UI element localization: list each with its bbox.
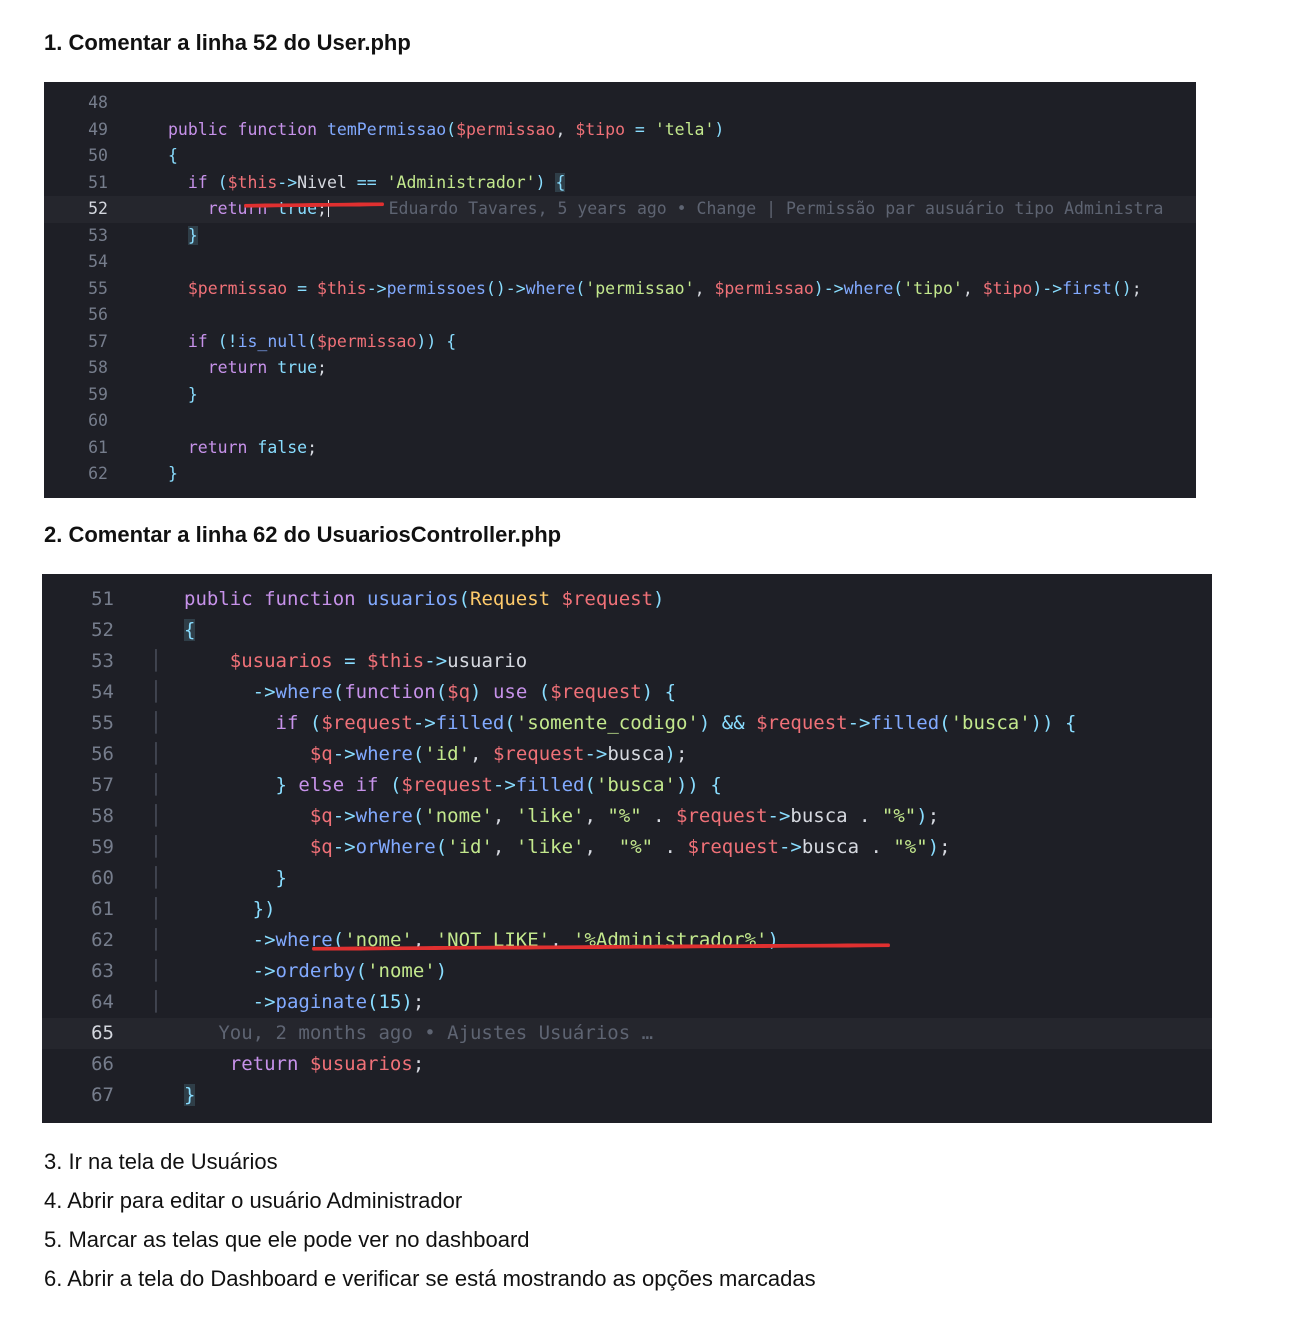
line-content: } (187, 384, 198, 404)
line-number: 58 (88, 358, 108, 378)
code-line (42, 1049, 1212, 1080)
line-content: return true; (207, 358, 327, 378)
code-line (42, 646, 1212, 677)
fold-marker: │ (150, 711, 162, 734)
code-line (42, 708, 1212, 739)
code-line (42, 1080, 1212, 1111)
fold-marker: │ (150, 804, 162, 827)
step-6-text: 6. Abrir a tela do Dashboard e verificar se está mostrando as opções marcadas (44, 1265, 816, 1291)
code-line (42, 956, 1212, 987)
fold-marker: │ (150, 649, 162, 672)
line-number: 52 (91, 618, 114, 641)
code-line (44, 435, 1196, 462)
code-line (42, 863, 1212, 894)
code-line (42, 832, 1212, 863)
code-line (44, 329, 1196, 356)
line-content: }) (252, 897, 276, 920)
code-line (44, 223, 1196, 250)
code-line (44, 461, 1196, 488)
code-line (44, 143, 1196, 170)
line-content: } else if ($request->filled('busca')) { (275, 773, 722, 796)
line-content: } (187, 225, 198, 245)
code-line (44, 408, 1196, 435)
code-line (44, 382, 1196, 409)
step-5-text: 5. Marcar as telas que ele pode ver no dashboard (44, 1226, 530, 1252)
line-number: 50 (88, 146, 108, 166)
line-content (184, 1018, 1212, 1049)
line-content: $q->where('id', $request->busca); (309, 742, 688, 765)
line-number: 59 (91, 835, 114, 858)
line-number: 51 (88, 172, 108, 192)
line-content: } (275, 866, 287, 889)
line-number: 63 (91, 959, 114, 982)
fold-marker: │ (150, 959, 162, 982)
line-number: 67 (91, 1083, 114, 1106)
code-block-usuarios-controller-php (42, 574, 1212, 1123)
code-line (42, 615, 1212, 646)
line-number: 55 (88, 278, 108, 298)
code-line (44, 117, 1196, 144)
line-content: $usuarios = $this->usuario (229, 649, 528, 672)
line-content: $q->where('nome', 'like', "%" . $request->busca . "%"); (309, 804, 940, 827)
git-blame-text: You, 2 months ago • Ajustes Usuários … (218, 1021, 654, 1044)
line-number: 56 (91, 742, 114, 765)
line-number: 59 (88, 384, 108, 404)
code-line-highlighted (44, 196, 1196, 223)
line-number: 53 (91, 649, 114, 672)
line-content: if ($this->Nivel == 'Administrador') { (187, 172, 566, 192)
code-line (42, 677, 1212, 708)
line-content: if ($request->filled('somente_codigo') && $request->filled('busca')) { (275, 711, 1077, 734)
line-number: 62 (88, 464, 108, 484)
line-content: $permissao = $this->permissoes()->where('permissao', $permissao)->where('tipo', $tipo)->first(); (187, 278, 1142, 298)
line-content: ->where('nome', 'NOT LIKE', '%Administrador%') (252, 928, 779, 951)
line-number: 54 (88, 252, 108, 272)
line-content: { (168, 146, 178, 166)
line-content: $q->orWhere('id', 'like', "%" . $request->busca . "%"); (309, 835, 951, 858)
line-number: 64 (91, 990, 114, 1013)
code-line (42, 739, 1212, 770)
line-content: if (!is_null($permissao)) { (187, 331, 457, 351)
step-4-text: 4. Abrir para editar o usuário Administrador (44, 1187, 463, 1213)
line-content: public function temPermissao($permissao, $tipo = 'tela') (168, 119, 725, 139)
line-number: 61 (91, 897, 114, 920)
git-blame-text: Eduardo Tavares, 5 years ago • Change | Permissão par ausuário tipo Administra (388, 199, 1164, 219)
fold-marker: │ (150, 928, 162, 951)
step-1-title: 1. Comentar a linha 52 do User.php (44, 30, 411, 55)
line-content: ->where(function($q) use ($request) { (252, 680, 677, 703)
line-number: 53 (88, 225, 108, 245)
line-number: 54 (91, 680, 114, 703)
code-line (44, 276, 1196, 303)
code-line (44, 249, 1196, 276)
code-line (44, 355, 1196, 382)
fold-marker: │ (150, 897, 162, 920)
line-content: return true; Eduardo Tavares, 5 years ago • Change | Permissão par ausuário tipo Administra (207, 199, 1164, 219)
line-number: 57 (91, 773, 114, 796)
code-line-annotated (42, 925, 1212, 956)
step-3-text: 3. Ir na tela de Usuários (44, 1148, 278, 1174)
fold-marker: │ (150, 742, 162, 765)
code-line (44, 170, 1196, 197)
line-number: 65 (91, 1021, 114, 1044)
line-number: 48 (88, 93, 108, 113)
remaining-steps-list (0, 1123, 1312, 1331)
line-number: 55 (91, 711, 114, 734)
code-line (42, 894, 1212, 925)
line-number: 58 (91, 804, 114, 827)
fold-marker: │ (150, 773, 162, 796)
line-content: ->orderby('nome') (252, 959, 448, 982)
fold-marker: │ (150, 866, 162, 889)
line-content: return false; (187, 437, 318, 457)
step-2-title: 2. Comentar a linha 62 do UsuariosController.php (44, 521, 562, 547)
line-number: 60 (91, 866, 114, 889)
line-number: 49 (88, 119, 108, 139)
code-block-user-php (44, 82, 1196, 498)
line-content: { (184, 618, 196, 641)
line-content: ->paginate(15); (252, 990, 425, 1013)
line-number: 57 (88, 331, 108, 351)
line-number: 56 (88, 305, 108, 325)
line-number: 51 (91, 587, 114, 610)
fold-marker: │ (150, 680, 162, 703)
line-number: 60 (88, 411, 108, 431)
fold-marker: │ (150, 835, 162, 858)
code-line-highlighted (42, 1018, 1212, 1049)
line-content: } (168, 464, 178, 484)
fold-marker: │ (150, 990, 162, 1013)
code-line (44, 302, 1196, 329)
line-number: 61 (88, 437, 108, 457)
line-content: return $usuarios; (229, 1052, 425, 1075)
code-line (42, 987, 1212, 1018)
line-content: } (184, 1083, 196, 1106)
code-line (44, 90, 1196, 117)
line-content: public function usuarios(Request $request) (184, 587, 665, 610)
line-number: 66 (91, 1052, 114, 1075)
line-number: 52 (88, 199, 108, 219)
code-line (42, 770, 1212, 801)
line-number: 62 (91, 928, 114, 951)
code-line (42, 801, 1212, 832)
code-line (42, 584, 1212, 615)
